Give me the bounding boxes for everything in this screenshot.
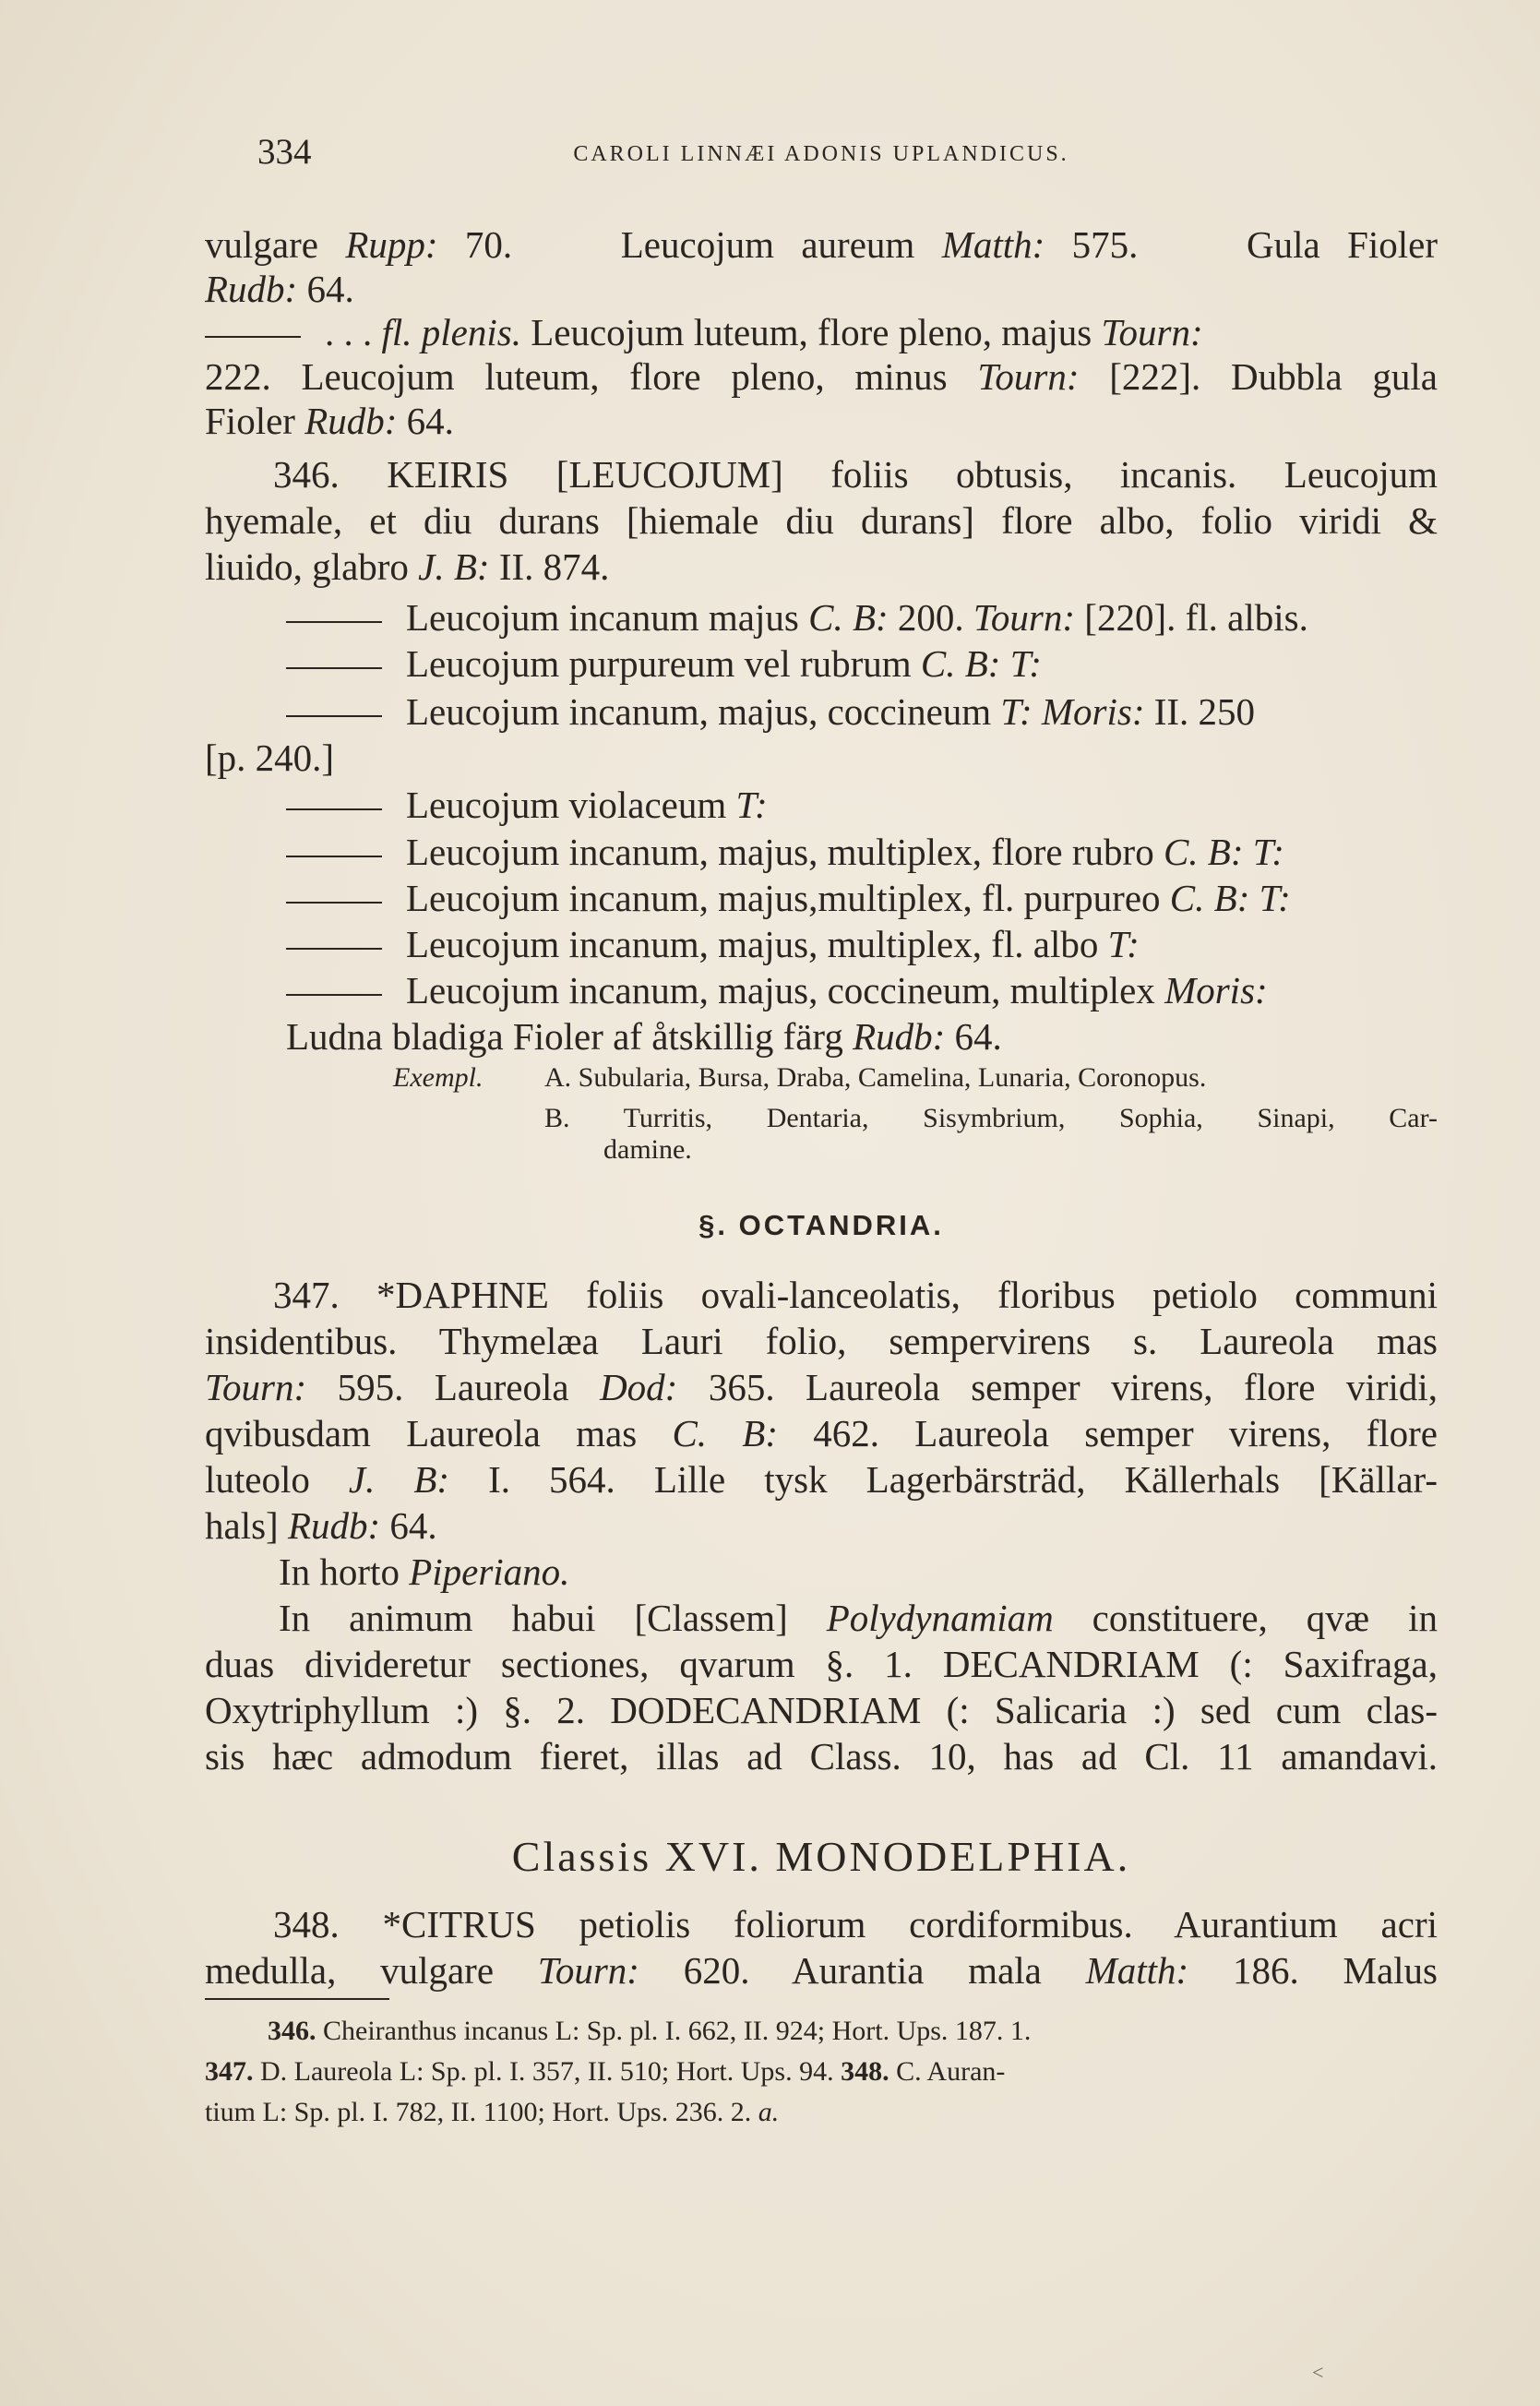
exempl-line: A. Subularia, Bursa, Draba, Camelina, Lunaria, Coronopus.: [544, 1062, 1207, 1093]
text-line: In horto Piperiano.: [279, 1550, 570, 1593]
page-number: 334: [257, 132, 312, 172]
text-line: liuido, glabro J. B: II. 874.: [205, 545, 610, 588]
exempl-label: Exempl.: [393, 1062, 483, 1093]
text-line: duas divideretur sectiones, qvarum §. 1. DECANDRIAM (: Saxifraga,: [205, 1643, 1438, 1685]
text-line: sis hæc admodum fieret, illas ad Class. 10, has ad Cl. 11 amandavi.: [205, 1735, 1438, 1778]
variety-line: Leucojum incanum majus C. B: 200. Tourn: [220]. fl. albis.: [286, 594, 1308, 640]
running-title: CAROLI LINNÆI ADONIS UPLANDICUS.: [573, 142, 1069, 166]
text-line: luteolo J. B: I. 564. Lille tysk Lagerbärsträd, Källerhals [Källar-: [205, 1458, 1439, 1501]
text-line: medulla, vulgare Tourn: 620. Aurantia mala Matth: 186. Malus: [205, 1949, 1438, 1992]
variety-line: Leucojum incanum, majus, coccineum, multiplex Moris:: [286, 967, 1268, 1013]
text-line: Rudb: 64.: [205, 268, 354, 310]
text-line: . . . fl. plenis. Leucojum luteum, flore pleno, majus Tourn:: [205, 309, 1438, 355]
variety-line: Leucojum incanum, majus, multiplex, flore rubro C. B: T:: [286, 829, 1284, 875]
text-line: Ludna bladiga Fioler af åtskillig färg Rudb: 64.: [286, 1015, 1002, 1058]
variety-line: Leucojum incanum, majus, coccineum T: Moris: II. 250: [286, 688, 1255, 735]
classis-heading: [205, 1832, 1438, 1887]
text-line: In animum habui [Classem] Polydynamiam constituere, qvæ in: [279, 1597, 1438, 1639]
text-line: Oxytriphyllum :) §. 2. DODECANDRIAM (: Salicaria :) sed cum clas-: [205, 1689, 1438, 1731]
class-title: Classis XVI. MONODELPHIA.: [511, 1833, 1131, 1880]
footnote-line: tium L: Sp. pl. I. 782, II. 1100; Hort. Ups. 236. 2. a.: [205, 2097, 780, 2127]
text-line: insidentibus. Thymelæa Lauri folio, sempervirens s. Laureola mas: [205, 1320, 1438, 1362]
text-line: qvibusdam Laureola mas C. B: 462. Laureola semper virens, flore: [205, 1412, 1438, 1454]
text-line: hals] Rudb: 64.: [205, 1504, 437, 1547]
text-line: 222. Leucojum luteum, flore pleno, minus Tourn: [222]. Dubbla gula: [205, 355, 1438, 398]
text-line: Tourn: 595. Laureola Dod: 365. Laureola semper virens, flore viridi,: [205, 1366, 1439, 1408]
exempl-line: damine.: [603, 1134, 692, 1165]
ditto-dash: [205, 336, 301, 338]
page-header: [205, 131, 1438, 177]
footnote-line: 347. D. Laureola L: Sp. pl. I. 357, II. 510; Hort. Ups. 94. 348. C. Auran-: [205, 2056, 1006, 2087]
footnote-rule: [205, 1998, 389, 2000]
corner-mark: <: [1312, 2361, 1324, 2384]
text-line: vulgare Rupp: 70. Leucojum aureum Matth: 575. Gula Fioler: [205, 223, 1439, 266]
variety-line: Leucojum incanum, majus,multiplex, fl. purpureo C. B: T:: [286, 875, 1291, 921]
footnote-line: 346. Cheiranthus incanus L: Sp. pl. I. 662, II. 924; Hort. Ups. 187. 1.: [268, 2016, 1032, 2046]
variety-line: Leucojum violaceum T:: [286, 782, 768, 828]
page-reference: [p. 240.]: [205, 736, 335, 779]
exempl-line: B. Turritis, Dentaria, Sisymbrium, Sophia, Sinapi, Car-: [544, 1103, 1438, 1133]
text-line: 348. *CITRUS petiolis foliorum cordiformibus. Aurantium acri: [273, 1903, 1438, 1945]
text-line: hyemale, et diu durans [hiemale diu durans] flore albo, folio viridi &: [205, 499, 1438, 542]
section-title: §. OCTANDRIA.: [698, 1209, 944, 1241]
text-line: Fioler Rudb: 64.: [205, 400, 454, 442]
octandria-heading: [205, 1209, 1438, 1255]
text-line: 347. *DAPHNE foliis ovali-lanceolatis, floribus petiolo communi: [273, 1274, 1438, 1316]
text-line: 346. KEIRIS [LEUCOJUM] foliis obtusis, incanis. Leucojum: [273, 453, 1438, 496]
variety-line: Leucojum incanum, majus, multiplex, fl. albo T:: [286, 921, 1140, 967]
variety-line: Leucojum purpureum vel rubrum C. B: T:: [286, 640, 1042, 687]
